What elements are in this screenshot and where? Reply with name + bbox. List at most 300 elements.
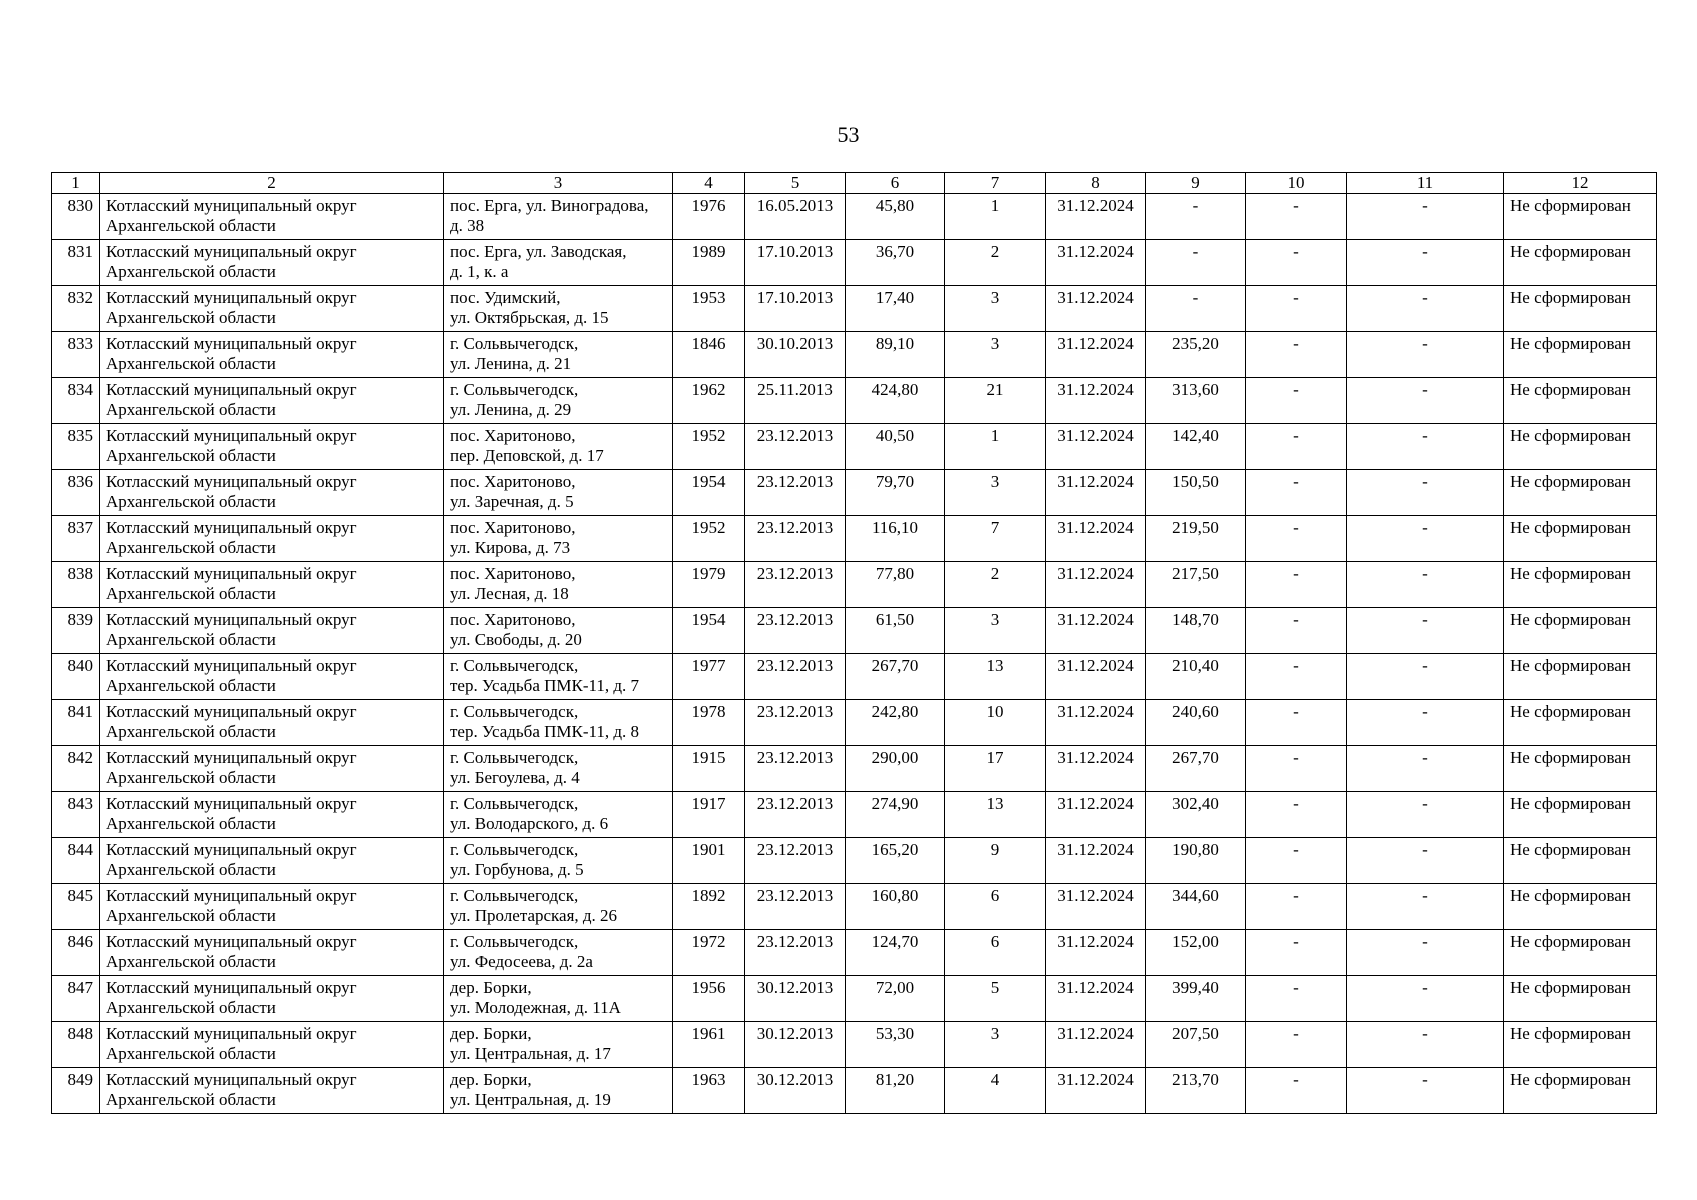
col9-value: 150,50	[1172, 472, 1219, 491]
status-value: Не сформирован	[1510, 1024, 1631, 1043]
row-number-cell	[52, 1068, 100, 1114]
col11-cell	[1347, 654, 1504, 700]
municipality-line-1: Котласский муниципальный округ	[106, 196, 357, 215]
col9-value: 217,50	[1172, 564, 1219, 583]
row-number: 846	[67, 932, 93, 951]
address-cell	[444, 838, 673, 884]
address-line-1: г. Сольвычегодск,	[450, 794, 579, 813]
address-line-1: г. Сольвычегодск,	[450, 656, 579, 675]
count-cell	[945, 332, 1046, 378]
address-line-1: пос. Харитоново,	[450, 610, 576, 629]
address-line-2: ул. Бегоулева, д. 4	[450, 768, 580, 787]
col11-cell	[1347, 608, 1504, 654]
status-value: Не сформирован	[1510, 196, 1631, 215]
col11-value: -	[1422, 1070, 1428, 1089]
col11-value: -	[1422, 564, 1428, 583]
col9-value: 152,00	[1172, 932, 1219, 951]
status-value: Не сформирован	[1510, 978, 1631, 997]
count-cell	[945, 746, 1046, 792]
status-value: Не сформирован	[1510, 840, 1631, 859]
date-value: 30.10.2013	[756, 334, 834, 353]
count-cell	[945, 562, 1046, 608]
address-cell	[444, 608, 673, 654]
municipality-cell	[100, 654, 444, 700]
deadline-cell	[1046, 516, 1146, 562]
year-cell	[673, 194, 745, 240]
municipality-line-2: Архангельской области	[106, 814, 276, 833]
count-value: 3	[990, 1024, 1000, 1043]
date-cell	[745, 424, 846, 470]
address-line-1: г. Сольвычегодск,	[450, 932, 579, 951]
date-cell	[745, 240, 846, 286]
row-number: 843	[67, 794, 93, 813]
row-number-cell	[52, 976, 100, 1022]
status-cell	[1504, 332, 1657, 378]
address-cell	[444, 746, 673, 792]
municipality-cell	[100, 1022, 444, 1068]
col11-cell	[1347, 930, 1504, 976]
table-row	[52, 792, 1657, 838]
area-cell	[846, 884, 945, 930]
date-cell	[745, 838, 846, 884]
deadline-value: 31.12.2024	[1057, 702, 1134, 721]
col11-cell	[1347, 838, 1504, 884]
year-cell	[673, 286, 745, 332]
date-value: 23.12.2013	[756, 840, 834, 859]
col10-value: -	[1293, 380, 1299, 399]
status-value: Не сформирован	[1510, 932, 1631, 951]
date-value: 23.12.2013	[756, 794, 834, 813]
area-value: 165,20	[871, 840, 919, 859]
year-value: 1892	[691, 886, 726, 905]
year-value: 1952	[691, 426, 726, 445]
col9-cell	[1146, 700, 1246, 746]
date-value: 30.12.2013	[756, 978, 834, 997]
address-line-2: ул. Молодежная, д. 11А	[450, 998, 621, 1017]
municipality-line-2: Архангельской области	[106, 400, 276, 419]
area-cell	[846, 240, 945, 286]
deadline-cell	[1046, 1068, 1146, 1114]
address-cell	[444, 516, 673, 562]
deadline-cell	[1046, 654, 1146, 700]
year-value: 1979	[691, 564, 726, 583]
table-row	[52, 700, 1657, 746]
col10-cell	[1246, 286, 1347, 332]
table-row	[52, 470, 1657, 516]
count-value: 2	[990, 564, 1000, 583]
address-line-2: тер. Усадьба ПМК-11, д. 7	[450, 676, 640, 695]
col9-cell	[1146, 332, 1246, 378]
count-cell	[945, 700, 1046, 746]
row-number-cell	[52, 884, 100, 930]
deadline-value: 31.12.2024	[1057, 196, 1134, 215]
col9-cell	[1146, 654, 1246, 700]
address-line-2: ул. Заречная, д. 5	[450, 492, 574, 511]
year-cell	[673, 516, 745, 562]
count-value: 5	[990, 978, 1000, 997]
col10-value: -	[1293, 932, 1299, 951]
col9-cell	[1146, 884, 1246, 930]
col9-value: 235,20	[1172, 334, 1219, 353]
count-value: 1	[990, 426, 1000, 445]
count-value: 4	[990, 1070, 1000, 1089]
address-line-2: ул. Октябрьская, д. 15	[450, 308, 609, 327]
count-value: 10	[986, 702, 1004, 721]
col9-cell	[1146, 424, 1246, 470]
municipality-line-2: Архангельской области	[106, 1044, 276, 1063]
date-cell	[745, 516, 846, 562]
col9-value: 399,40	[1172, 978, 1219, 997]
address-line-2: ул. Пролетарская, д. 26	[450, 906, 618, 925]
municipality-cell	[100, 240, 444, 286]
col9-cell	[1146, 240, 1246, 286]
col11-cell	[1347, 562, 1504, 608]
col10-cell	[1246, 470, 1347, 516]
date-cell	[745, 746, 846, 792]
col10-cell	[1246, 654, 1347, 700]
deadline-cell	[1046, 240, 1146, 286]
table-row	[52, 1022, 1657, 1068]
col11-value: -	[1422, 518, 1428, 537]
col11-value: -	[1422, 748, 1428, 767]
year-value: 1977	[691, 656, 726, 675]
count-value: 9	[990, 840, 1000, 859]
municipality-cell	[100, 516, 444, 562]
col11-value: -	[1422, 702, 1428, 721]
table-row	[52, 1068, 1657, 1114]
row-number: 830	[67, 196, 93, 215]
year-value: 1976	[691, 196, 726, 215]
col10-cell	[1246, 930, 1347, 976]
col10-value: -	[1293, 978, 1299, 997]
municipality-line-2: Архангельской области	[106, 216, 276, 235]
row-number: 834	[67, 380, 93, 399]
page-number: 53	[837, 122, 860, 147]
row-number: 842	[67, 748, 93, 767]
year-cell	[673, 470, 745, 516]
col10-value: -	[1293, 196, 1299, 215]
col9-value: -	[1192, 242, 1199, 261]
address-line-1: г. Сольвычегодск,	[450, 748, 579, 767]
municipality-line-1: Котласский муниципальный округ	[106, 702, 357, 721]
col11-value: -	[1422, 242, 1428, 261]
table-row	[52, 424, 1657, 470]
count-value: 17	[986, 748, 1004, 767]
col9-value: 190,80	[1172, 840, 1219, 859]
column-header: 8	[1046, 173, 1146, 194]
col10-cell	[1246, 700, 1347, 746]
count-value: 21	[986, 380, 1004, 399]
count-value: 2	[990, 242, 1000, 261]
year-value: 1972	[691, 932, 726, 951]
column-header: 11	[1347, 173, 1504, 194]
date-value: 23.12.2013	[756, 610, 834, 629]
municipality-cell	[100, 976, 444, 1022]
date-value: 23.12.2013	[756, 518, 834, 537]
status-cell	[1504, 792, 1657, 838]
status-cell	[1504, 654, 1657, 700]
area-value: 290,00	[871, 748, 919, 767]
address-line-1: пос. Ерга, ул. Виноградова,	[450, 196, 649, 215]
municipality-cell	[100, 792, 444, 838]
deadline-value: 31.12.2024	[1057, 472, 1134, 491]
municipality-line-2: Архангельской области	[106, 308, 276, 327]
municipality-line-1: Котласский муниципальный округ	[106, 840, 357, 859]
status-cell	[1504, 884, 1657, 930]
date-cell	[745, 608, 846, 654]
count-cell	[945, 1068, 1046, 1114]
address-line-1: пос. Харитоново,	[450, 518, 576, 537]
year-value: 1901	[691, 840, 726, 859]
municipality-cell	[100, 1068, 444, 1114]
year-value: 1956	[691, 978, 726, 997]
count-value: 13	[986, 794, 1004, 813]
address-cell	[444, 884, 673, 930]
deadline-cell	[1046, 700, 1146, 746]
area-cell	[846, 332, 945, 378]
year-value: 1961	[691, 1024, 726, 1043]
column-header: 1	[52, 173, 100, 194]
deadline-cell	[1046, 286, 1146, 332]
col11-cell	[1347, 700, 1504, 746]
date-value: 23.12.2013	[756, 656, 834, 675]
col9-cell	[1146, 1068, 1246, 1114]
count-cell	[945, 1022, 1046, 1068]
status-cell	[1504, 700, 1657, 746]
column-header: 9	[1146, 173, 1246, 194]
col10-value: -	[1293, 702, 1299, 721]
row-number-cell	[52, 838, 100, 884]
col10-cell	[1246, 608, 1347, 654]
status-cell	[1504, 286, 1657, 332]
row-number-cell	[52, 792, 100, 838]
year-cell	[673, 838, 745, 884]
col10-cell	[1246, 332, 1347, 378]
address-cell	[444, 470, 673, 516]
address-cell	[444, 1022, 673, 1068]
col10-cell	[1246, 424, 1347, 470]
year-cell	[673, 608, 745, 654]
table-row	[52, 654, 1657, 700]
status-cell	[1504, 976, 1657, 1022]
municipality-line-1: Котласский муниципальный округ	[106, 794, 357, 813]
municipality-line-2: Архангельской области	[106, 630, 276, 649]
year-value: 1952	[691, 518, 726, 537]
address-line-2: тер. Усадьба ПМК-11, д. 8	[450, 722, 640, 741]
year-value: 1963	[691, 1070, 726, 1089]
col11-value: -	[1422, 334, 1428, 353]
municipality-line-1: Котласский муниципальный округ	[106, 242, 357, 261]
col9-cell	[1146, 470, 1246, 516]
col11-cell	[1347, 470, 1504, 516]
municipality-line-2: Архангельской области	[106, 906, 276, 925]
area-value: 40,50	[875, 426, 915, 445]
area-value: 267,70	[871, 656, 919, 675]
municipality-line-1: Котласский муниципальный округ	[106, 426, 357, 445]
status-value: Не сформирован	[1510, 334, 1631, 353]
date-cell	[745, 194, 846, 240]
address-cell	[444, 792, 673, 838]
col10-cell	[1246, 1022, 1347, 1068]
date-cell	[745, 792, 846, 838]
col9-cell	[1146, 562, 1246, 608]
col9-value: -	[1192, 196, 1199, 215]
area-value: 81,20	[875, 1070, 915, 1089]
area-cell	[846, 930, 945, 976]
count-value: 3	[990, 288, 1000, 307]
year-cell	[673, 976, 745, 1022]
col9-value: 313,60	[1172, 380, 1219, 399]
status-cell	[1504, 562, 1657, 608]
municipality-line-1: Котласский муниципальный округ	[106, 886, 357, 905]
row-number: 832	[67, 288, 93, 307]
col11-value: -	[1422, 288, 1428, 307]
status-cell	[1504, 424, 1657, 470]
municipality-line-2: Архангельской области	[106, 1090, 276, 1109]
col9-cell	[1146, 286, 1246, 332]
deadline-value: 31.12.2024	[1057, 840, 1134, 859]
municipality-line-2: Архангельской области	[106, 584, 276, 603]
row-number-cell	[52, 608, 100, 654]
municipality-line-1: Котласский муниципальный округ	[106, 932, 357, 951]
date-value: 30.12.2013	[756, 1024, 834, 1043]
status-value: Не сформирован	[1510, 702, 1631, 721]
row-number: 849	[67, 1070, 93, 1089]
address-line-2: ул. Федосеева, д. 2а	[450, 952, 593, 971]
table-row	[52, 838, 1657, 884]
status-cell	[1504, 838, 1657, 884]
row-number: 840	[67, 656, 93, 675]
municipality-line-1: Котласский муниципальный округ	[106, 472, 357, 491]
address-line-2: ул. Лесная, д. 18	[450, 584, 569, 603]
col9-cell	[1146, 930, 1246, 976]
col10-cell	[1246, 976, 1347, 1022]
year-cell	[673, 792, 745, 838]
municipality-line-1: Котласский муниципальный округ	[106, 978, 357, 997]
status-value: Не сформирован	[1510, 794, 1631, 813]
col11-cell	[1347, 746, 1504, 792]
municipality-cell	[100, 930, 444, 976]
area-value: 124,70	[871, 932, 919, 951]
column-header: 6	[846, 173, 945, 194]
col10-value: -	[1293, 610, 1299, 629]
col10-value: -	[1293, 518, 1299, 537]
address-line-1: г. Сольвычегодск,	[450, 334, 579, 353]
row-number-cell	[52, 240, 100, 286]
col9-value: 219,50	[1172, 518, 1219, 537]
date-value: 23.12.2013	[756, 472, 834, 491]
col11-cell	[1347, 240, 1504, 286]
table-row	[52, 194, 1657, 240]
col10-value: -	[1293, 1070, 1299, 1089]
date-cell	[745, 470, 846, 516]
count-cell	[945, 930, 1046, 976]
year-cell	[673, 1022, 745, 1068]
col11-cell	[1347, 976, 1504, 1022]
status-value: Не сформирован	[1510, 1070, 1631, 1089]
count-value: 3	[990, 610, 1000, 629]
date-value: 23.12.2013	[756, 932, 834, 951]
row-number: 838	[67, 564, 93, 583]
row-number-cell	[52, 516, 100, 562]
row-number-cell	[52, 1022, 100, 1068]
municipality-cell	[100, 608, 444, 654]
deadline-cell	[1046, 608, 1146, 654]
col10-cell	[1246, 516, 1347, 562]
address-line-2: ул. Володарского, д. 6	[450, 814, 609, 833]
address-line-2: д. 1, к. а	[450, 262, 509, 281]
col10-value: -	[1293, 656, 1299, 675]
count-cell	[945, 470, 1046, 516]
count-value: 13	[986, 656, 1004, 675]
year-value: 1954	[691, 472, 726, 491]
municipality-line-2: Архангельской области	[106, 676, 276, 695]
deadline-cell	[1046, 792, 1146, 838]
address-line-1: пос. Ерга, ул. Заводская,	[450, 242, 627, 261]
col10-value: -	[1293, 794, 1299, 813]
col11-value: -	[1422, 196, 1428, 215]
status-value: Не сформирован	[1510, 472, 1631, 491]
table-body	[52, 194, 1657, 1114]
col10-cell	[1246, 1068, 1347, 1114]
table-row	[52, 608, 1657, 654]
col9-cell	[1146, 792, 1246, 838]
deadline-cell	[1046, 332, 1146, 378]
area-value: 36,70	[875, 242, 915, 261]
year-cell	[673, 884, 745, 930]
municipality-cell	[100, 884, 444, 930]
year-cell	[673, 746, 745, 792]
col11-value: -	[1422, 380, 1428, 399]
deadline-value: 31.12.2024	[1057, 656, 1134, 675]
col9-value: 240,60	[1172, 702, 1219, 721]
deadline-value: 31.12.2024	[1057, 334, 1134, 353]
col10-cell	[1246, 792, 1347, 838]
date-value: 16.05.2013	[756, 196, 834, 215]
col10-value: -	[1293, 288, 1299, 307]
municipality-cell	[100, 700, 444, 746]
date-value: 17.10.2013	[756, 242, 834, 261]
col11-value: -	[1422, 1024, 1428, 1043]
col9-cell	[1146, 1022, 1246, 1068]
deadline-value: 31.12.2024	[1057, 978, 1134, 997]
deadline-cell	[1046, 424, 1146, 470]
table-row	[52, 240, 1657, 286]
municipality-line-1: Котласский муниципальный округ	[106, 1070, 357, 1089]
count-cell	[945, 792, 1046, 838]
municipality-line-2: Архангельской области	[106, 998, 276, 1017]
area-cell	[846, 1068, 945, 1114]
address-line-1: дер. Борки,	[450, 978, 532, 997]
address-line-1: г. Сольвычегодск,	[450, 886, 579, 905]
count-cell	[945, 378, 1046, 424]
year-value: 1962	[691, 380, 726, 399]
year-cell	[673, 332, 745, 378]
address-line-2: ул. Центральная, д. 19	[450, 1090, 611, 1109]
status-value: Не сформирован	[1510, 426, 1631, 445]
table-row	[52, 930, 1657, 976]
municipality-line-1: Котласский муниципальный округ	[106, 334, 357, 353]
status-cell	[1504, 470, 1657, 516]
municipality-line-1: Котласский муниципальный округ	[106, 564, 357, 583]
col11-value: -	[1422, 426, 1428, 445]
municipality-line-2: Архангельской области	[106, 446, 276, 465]
address-line-2: ул. Кирова, д. 73	[450, 538, 571, 557]
col10-value: -	[1293, 1024, 1299, 1043]
address-line-1: пос. Харитоново,	[450, 426, 576, 445]
address-cell	[444, 378, 673, 424]
col9-cell	[1146, 516, 1246, 562]
